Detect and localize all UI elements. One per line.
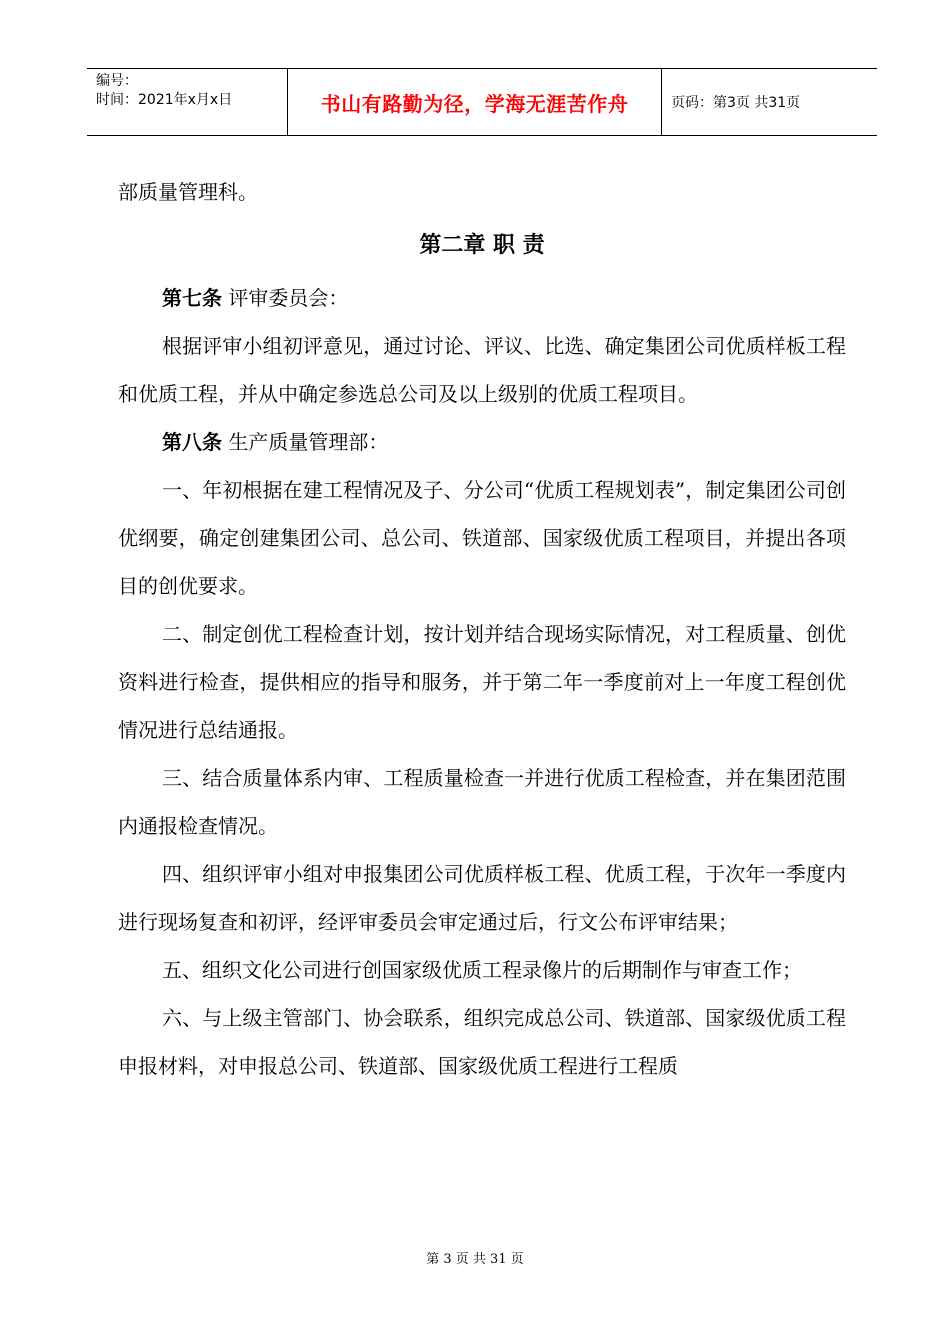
continued-paragraph: 部质量管理科。 [118, 180, 258, 204]
article-8-item-6: 六、与上级主管部门、协会联系，组织完成总公司、铁道部、国家级优质工程申报材料，对申报总公司、铁道部、国家级优质工程进行工程质 [118, 1006, 846, 1078]
document-body [118, 168, 846, 1090]
header-page-info: 页码：第3页 共31页 [671, 95, 801, 111]
article-7-label: 第七条 [162, 286, 222, 310]
article-8-item-5: 五、组织文化公司进行创国家级优质工程录像片的后期制作与审查工作； [162, 958, 802, 982]
article-7-paragraph: 根据评审小组初评意见，通过讨论、评议、比选、确定集团公司优质样板工程和优质工程，并从中确定参选总公司及以上级别的优质工程项目。 [118, 334, 846, 406]
article-8-item-1: 一、年初根据在建工程情况及子、分公司“优质工程规划表”，制定集团公司创优纲要，确定创建集团公司、总公司、铁道部、国家级优质工程项目，并提出各项目的创优要求。 [118, 478, 846, 598]
document-number-label: 编号： [96, 73, 138, 89]
page-header [87, 68, 877, 136]
article-8-title: 生产质量管理部： [228, 430, 389, 454]
article-8-heading [118, 418, 846, 466]
article-7-heading [118, 274, 846, 322]
header-meta [87, 69, 288, 135]
header-motto: 书山有路勤为径，学海无涯苦作舟 [288, 69, 662, 135]
chapter-title: 第二章 职 责 [419, 233, 545, 258]
article-7-title: 评审委员会： [228, 286, 349, 310]
page-footer: 第 3 页 共 31 页 [426, 1252, 524, 1267]
article-8-item-3: 三、结合质量体系内审、工程质量检查一并进行优质工程检查，并在集团范围内通报检查情况。 [118, 766, 846, 838]
article-8-item-4: 四、组织评审小组对申报集团公司优质样板工程、优质工程，于次年一季度内进行现场复查和初评，经评审委员会审定通过后，行文公布评审结果； [118, 862, 846, 934]
article-8-item-2: 二、制定创优工程检查计划，按计划并结合现场实际情况，对工程质量、创优资料进行检查，提供相应的指导和服务，并于第二年一季度前对上一年度工程创优情况进行总结通报。 [118, 622, 846, 742]
document-time: 时间：2021年x月x日 [96, 92, 233, 108]
article-8-label: 第八条 [162, 430, 222, 454]
